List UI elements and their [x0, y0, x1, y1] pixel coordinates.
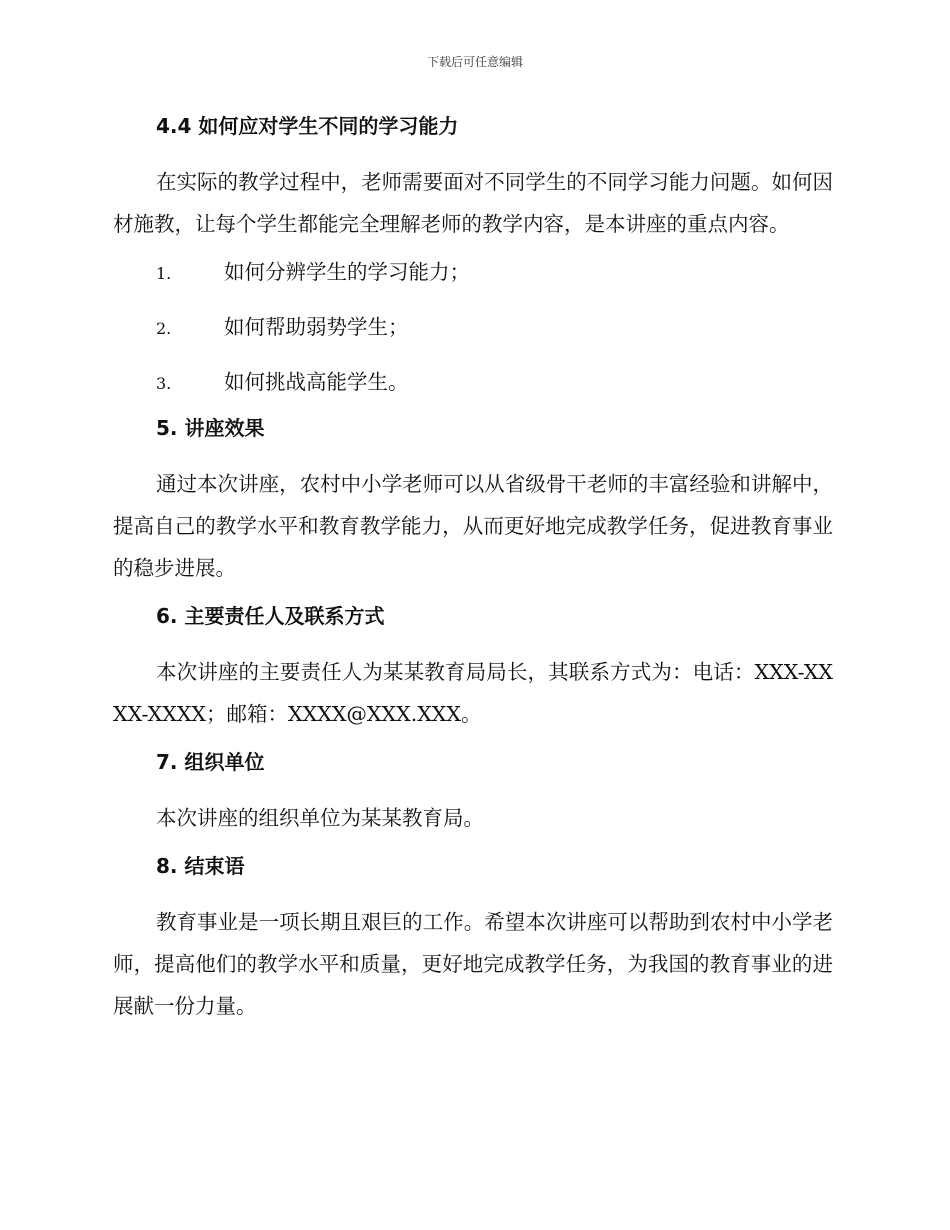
list-item — [113, 257, 833, 287]
page-header: 下载后可任意编辑 — [426, 55, 523, 69]
list-item-text: 如何帮助弱势学生； — [224, 315, 409, 339]
section-paragraph: 通过本次讲座，农村中小学老师可以从省级骨干老师的丰富经验和讲解中，提高自己的教学水平和教育教学能力，从而更好地完成教学任务，促进教育事业的稳步进展。 — [113, 472, 833, 580]
list-item — [113, 312, 833, 342]
document-body — [113, 111, 833, 1039]
list-item-text: 如何分辨学生的学习能力； — [224, 260, 470, 284]
section-paragraph: 在实际的教学过程中，老师需要面对不同学生的不同学习能力问题。如何因材施教，让每个学生都能完全理解老师的教学内容，是本讲座的重点内容。 — [113, 170, 833, 236]
section-8 — [113, 851, 833, 1027]
section-6 — [113, 601, 833, 735]
list-item-text: 如何挑战高能学生。 — [224, 370, 409, 394]
section-4-4 — [113, 111, 833, 397]
section-5 — [113, 413, 833, 589]
list-item — [113, 367, 833, 397]
list-item-number: 1. — [156, 264, 172, 283]
section-heading: 5. 讲座效果 — [156, 416, 265, 440]
section-paragraph: 本次讲座的主要责任人为某某教育局局长，其联系方式为：电话：XXX-XXXX-XXXX；邮箱：XXXX@XXX.XXX。 — [113, 660, 833, 726]
section-paragraph: 本次讲座的组织单位为某某教育局。 — [156, 806, 484, 830]
numbered-list — [113, 257, 833, 397]
section-heading: 8. 结束语 — [156, 854, 245, 878]
list-item-number: 2. — [156, 319, 172, 338]
list-item-number: 3. — [156, 374, 172, 393]
section-heading: 6. 主要责任人及联系方式 — [156, 604, 385, 628]
section-paragraph: 教育事业是一项长期且艰巨的工作。希望本次讲座可以帮助到农村中小学老师，提高他们的教学水平和质量，更好地完成教学任务，为我国的教育事业的进展献一份力量。 — [113, 910, 833, 1018]
section-heading: 7. 组织单位 — [156, 750, 265, 774]
section-7 — [113, 747, 833, 839]
section-heading: 4.4 如何应对学生不同的学习能力 — [156, 114, 459, 138]
